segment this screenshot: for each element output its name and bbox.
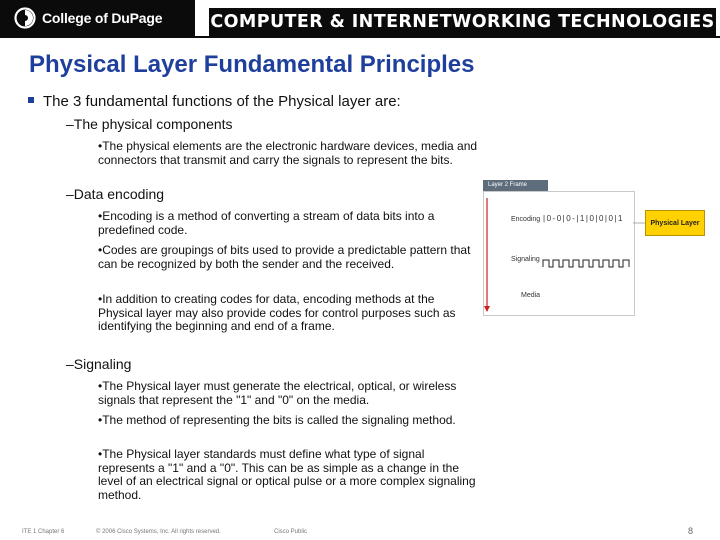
section-point: •The Physical layer must generate the electrical, optical, or wireless signals that represent the "1" and "0" on the media. [98,379,457,407]
college-logo-icon [14,7,36,29]
media-label: Media [521,292,541,299]
signal-waveform [543,260,629,267]
section-point: •The method of representing the bits is called the signaling method. [98,413,456,427]
footer-classification: Cisco Public [274,529,308,535]
page-number: 8 [688,526,694,536]
section-point: •The physical elements are the electronic hardware devices, media and connectors that transmit and carry the signals to represent the bits. [98,139,478,167]
college-name: College of DuPage [42,10,163,26]
banner-title: COMPUTER & INTERNETWORKING TECHNOLOGIES [210,12,715,32]
section-point: •In addition to creating codes for data, encoding methods at the Physical layer may also provide codes for control purposes such as identifying the beginning and end of a frame. [98,292,456,333]
footer-copyright: © 2006 Cisco Systems, Inc. All rights reserved. [96,529,221,535]
section-heading: –Data encoding [66,186,165,202]
intro-text: The 3 fundamental functions of the Physical layer are: [43,93,401,110]
section-point: •Encoding is a method of converting a stream of data bits into a predefined code. [98,209,435,237]
banner-title-box [209,8,716,36]
header-banner [0,0,720,44]
arrow-head-icon [484,306,490,312]
section-point: •The Physical layer standards must define what type of signal represents a "1" and a "0". This can be as simple as a change in the level of an electrical signal or optical pulse or a more complex signaling method. [98,447,476,502]
footer-chapter: ITE 1 Chapter 6 [22,529,65,535]
page-title: Physical Layer Fundamental Principles [29,51,475,78]
frame-label: Layer 2 Frame [483,180,548,191]
intro-bullet [28,93,401,110]
encoding-label: Encoding [511,216,541,223]
encoding-bits: |0-0|0-|1|0|0|0|1 [543,214,624,223]
section-heading: –The physical components [66,116,233,132]
signaling-label: Signaling [511,256,540,263]
header-rule [0,36,720,38]
bullet-square-icon [28,97,34,103]
physical-layer-badge: Physical Layer [645,210,705,236]
section-heading: –Signaling [66,356,132,372]
figure-graphics [483,180,708,320]
physical-layer-figure [483,180,708,320]
section-point: •Codes are groupings of bits used to provide a predictable pattern that can be recognized by both the sender and the received. [98,243,471,271]
college-logo [0,0,195,36]
